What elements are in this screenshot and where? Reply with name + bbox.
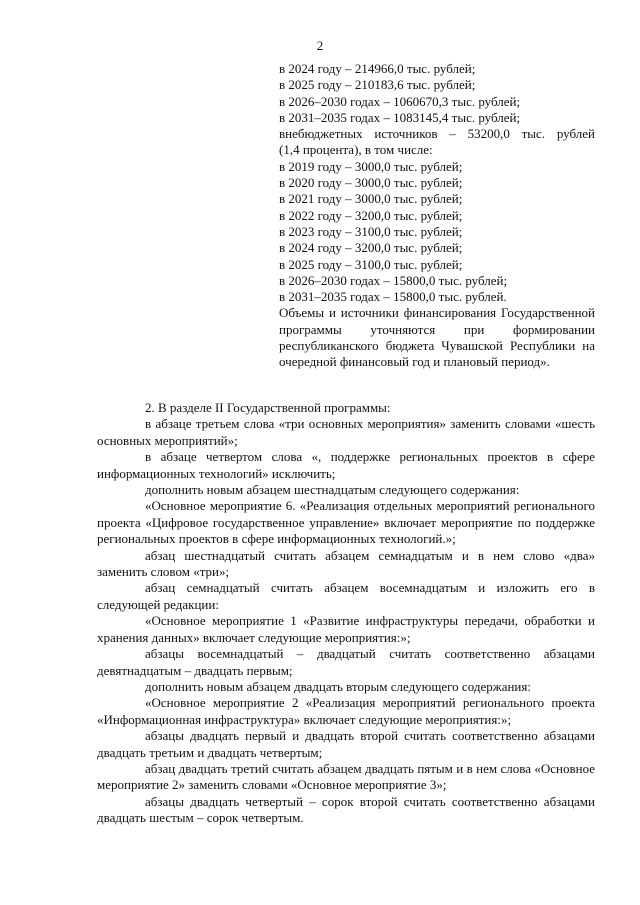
extrabudgetary-year-line: в 2020 году – 3000,0 тыс. рублей; — [279, 175, 463, 191]
paragraph: дополнить новым абзацем шестнадцатым следующего содержания: — [145, 482, 520, 498]
extrabudgetary-year-line: в 2022 году – 3200,0 тыс. рублей; — [279, 207, 463, 223]
funding-line: в 2025 году – 210183,6 тыс. рублей; — [279, 77, 476, 93]
paragraph: 2. В разделе II Государственной программы: — [145, 400, 391, 415]
paragraph: дополнить новым абзацем двадцать вторым следующего содержания: — [145, 678, 531, 694]
paragraph: в абзаце третьем слова «три основных мероприятия» заменить словами «шесть основных мероприятий»; — [97, 416, 595, 448]
extrabudgetary-year-line: в 2023 году – 3100,0 тыс. рублей; — [279, 223, 463, 239]
extrabudgetary-line: внебюджетных источников – 53200,0 тыс. рублей — [279, 126, 595, 142]
extrabudgetary-year-line: в 2025 году – 3100,0 тыс. рублей; — [279, 256, 463, 272]
extrabudgetary-line-cont: (1,4 процента), в том числе: — [279, 142, 433, 158]
extrabudgetary-year-line: в 2019 году – 3000,0 тыс. рублей; — [279, 158, 463, 174]
extrabudgetary-year-line: в 2021 году – 3000,0 тыс. рублей; — [279, 191, 463, 207]
extrabudgetary-year-line: в 2031–2035 годах – 15800,0 тыс. рублей. — [279, 289, 507, 305]
paragraph: абзац семнадцатый считать абзацем восемнадцатым и изложить его в следующей редакции: — [97, 580, 595, 612]
paragraph: абзацы двадцать первый и двадцать второй считать соответственно абзацами двадцать третьим и двадцать четвертым; — [97, 728, 595, 760]
paragraph: абзац двадцать третий считать абзацем двадцать пятым и в нем слова «Основное мероприятие 2» заменить словами «Основное мероприятие 3»; — [97, 760, 595, 793]
paragraph: абзацы восемнадцатый – двадцатый считать соответственно абзацами девятнадцатым – двадцать первым; — [97, 646, 595, 678]
funding-line: в 2024 году – 214966,0 тыс. рублей; — [279, 61, 476, 76]
extrabudgetary-year-line: в 2024 году – 3200,0 тыс. рублей; — [279, 240, 463, 256]
paragraph: «Основное мероприятие 6. «Реализация отдельных мероприятий регионального проекта «Цифровое государственное управление» включает мероприятие по поддержке региональных проектов в сфере информационных технологий.»; — [97, 498, 595, 547]
page-number: 2 — [316, 38, 324, 53]
paragraph: в абзаце четвертом слова «, поддержке региональных проектов в сфере информационных технологий» исключить; — [97, 449, 595, 481]
extrabudgetary-year-line: в 2026–2030 годах – 15800,0 тыс. рублей; — [279, 272, 508, 288]
funding-line: в 2031–2035 годах – 1083145,4 тыс. рублей; — [279, 109, 521, 125]
paragraph: абзацы двадцать четвертый – сорок второй считать соответственно абзацами двадцать шестым – сорок четвертым. — [97, 793, 595, 826]
funding-closing-text: Объемы и источники финансирования Государственной программы уточняются при формировании республиканского бюджета Чувашской Республики на очередной финансовый год и плановый период». — [279, 305, 595, 370]
paragraph: «Основное мероприятие 2 «Реализация мероприятий регионального проекта «Информационная инфраструктура» включает следующие мероприятия:»; — [97, 695, 595, 727]
paragraph: «Основное мероприятие 1 «Развитие инфраструктуры передачи, обработки и хранения данных» включает следующие мероприятия:»; — [97, 613, 595, 645]
funding-block — [279, 61, 595, 371]
paragraph: абзац шестнадцатый считать абзацем семнадцатым и в нем слово «два» заменить словом «три»; — [97, 547, 595, 580]
amendments-text — [97, 400, 595, 827]
funding-line: в 2026–2030 годах – 1060670,3 тыс. рублей; — [279, 93, 521, 109]
